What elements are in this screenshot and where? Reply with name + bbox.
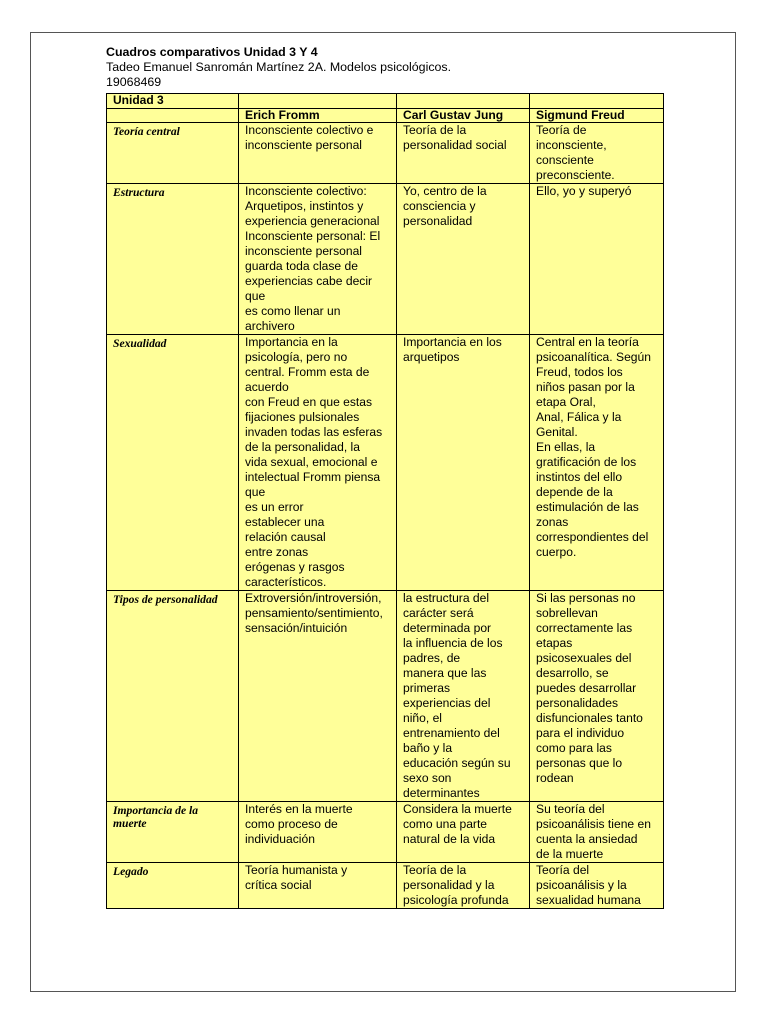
author-line: Tadeo Emanuel Sanromán Martínez 2A. Modelos psicológicos. <box>106 60 452 74</box>
cell-freud: Teoría del psicoanálisis y la sexualidad humana <box>530 863 664 909</box>
row-teoria-central <box>107 123 664 184</box>
cell-jung: Yo, centro de la consciencia y personalidad <box>397 184 530 335</box>
cell-fromm: Extroversión/introversión, pensamiento/sentimiento, sensación/intuición <box>239 591 397 802</box>
row-label: Tipos de personalidad <box>107 591 239 802</box>
column-header-fromm: Erich Fromm <box>239 109 397 123</box>
row-label: Legado <box>107 863 239 909</box>
document-header <box>106 45 666 90</box>
empty-cell <box>107 109 239 123</box>
cell-freud: Ello, yo y superyó <box>530 184 664 335</box>
cell-fromm: Interés en la muerte como proceso de individuación <box>239 802 397 863</box>
column-header-row <box>107 109 664 123</box>
column-header-jung: Carl Gustav Jung <box>397 109 530 123</box>
cell-jung: Teoría de la personalidad y la psicología profunda <box>397 863 530 909</box>
cell-fromm: Inconsciente colectivo e inconsciente personal <box>239 123 397 184</box>
cell-jung: Importancia en los arquetipos <box>397 335 530 591</box>
cell-freud: Teoría de inconsciente, consciente preconsciente. <box>530 123 664 184</box>
cell-jung: la estructura del carácter será determinada por la influencia de los padres, de manera que las primeras experiencias del niño, el entrenamiento del baño y la educación según su sexo son determinantes <box>397 591 530 802</box>
row-importancia-muerte <box>107 802 664 863</box>
comparison-table <box>106 93 664 909</box>
cell-freud: Si las personas no sobrellevan correctamente las etapas psicosexuales del desarrollo, se puedes desarrollar personalidades disfuncionales tanto para el individuo como para las personas que lo rodean <box>530 591 664 802</box>
cell-freud: Su teoría del psicoanálisis tiene en cuenta la ansiedad de la muerte <box>530 802 664 863</box>
row-label: Sexualidad <box>107 335 239 591</box>
column-header-freud: Sigmund Freud <box>530 109 664 123</box>
row-tipos-personalidad <box>107 591 664 802</box>
cell-freud: Central en la teoría psicoanalítica. Según Freud, todos los niños pasan por la etapa Oral, Anal, Fálica y la Genital. En ellas, la gratificación de los instintos del ello depende de la estimulación de las zonas correspondientes del cuerpo. <box>530 335 664 591</box>
cell-fromm: Teoría humanista y crítica social <box>239 863 397 909</box>
document-title: Cuadros comparativos Unidad 3 Y 4 <box>106 45 318 59</box>
student-id: 19068469 <box>106 75 162 89</box>
cell-fromm: Inconsciente colectivo: Arquetipos, instintos y experiencia generacional Inconsciente personal: El inconsciente personal guarda toda clase de experiencias cabe decir que es como llenar un archivero <box>239 184 397 335</box>
empty-cell <box>397 94 530 109</box>
row-sexualidad <box>107 335 664 591</box>
empty-cell <box>239 94 397 109</box>
cell-fromm: Importancia en la psicología, pero no central. Fromm esta de acuerdo con Freud en que estas fijaciones pulsionales invaden todas las esferas de la personalidad, la vida sexual, emocional e intelectual Fromm piensa que es un error establecer una relación causal entre zonas erógenas y rasgos característicos. <box>239 335 397 591</box>
cell-jung: Teoría de la personalidad social <box>397 123 530 184</box>
row-legado <box>107 863 664 909</box>
unit-row <box>107 94 664 109</box>
empty-cell <box>530 94 664 109</box>
row-label: Teoría central <box>107 123 239 184</box>
row-label: Importancia de la muerte <box>107 802 239 863</box>
row-label: Estructura <box>107 184 239 335</box>
row-estructura <box>107 184 664 335</box>
unit-label: Unidad 3 <box>107 94 239 109</box>
cell-jung: Considera la muerte como una parte natural de la vida <box>397 802 530 863</box>
